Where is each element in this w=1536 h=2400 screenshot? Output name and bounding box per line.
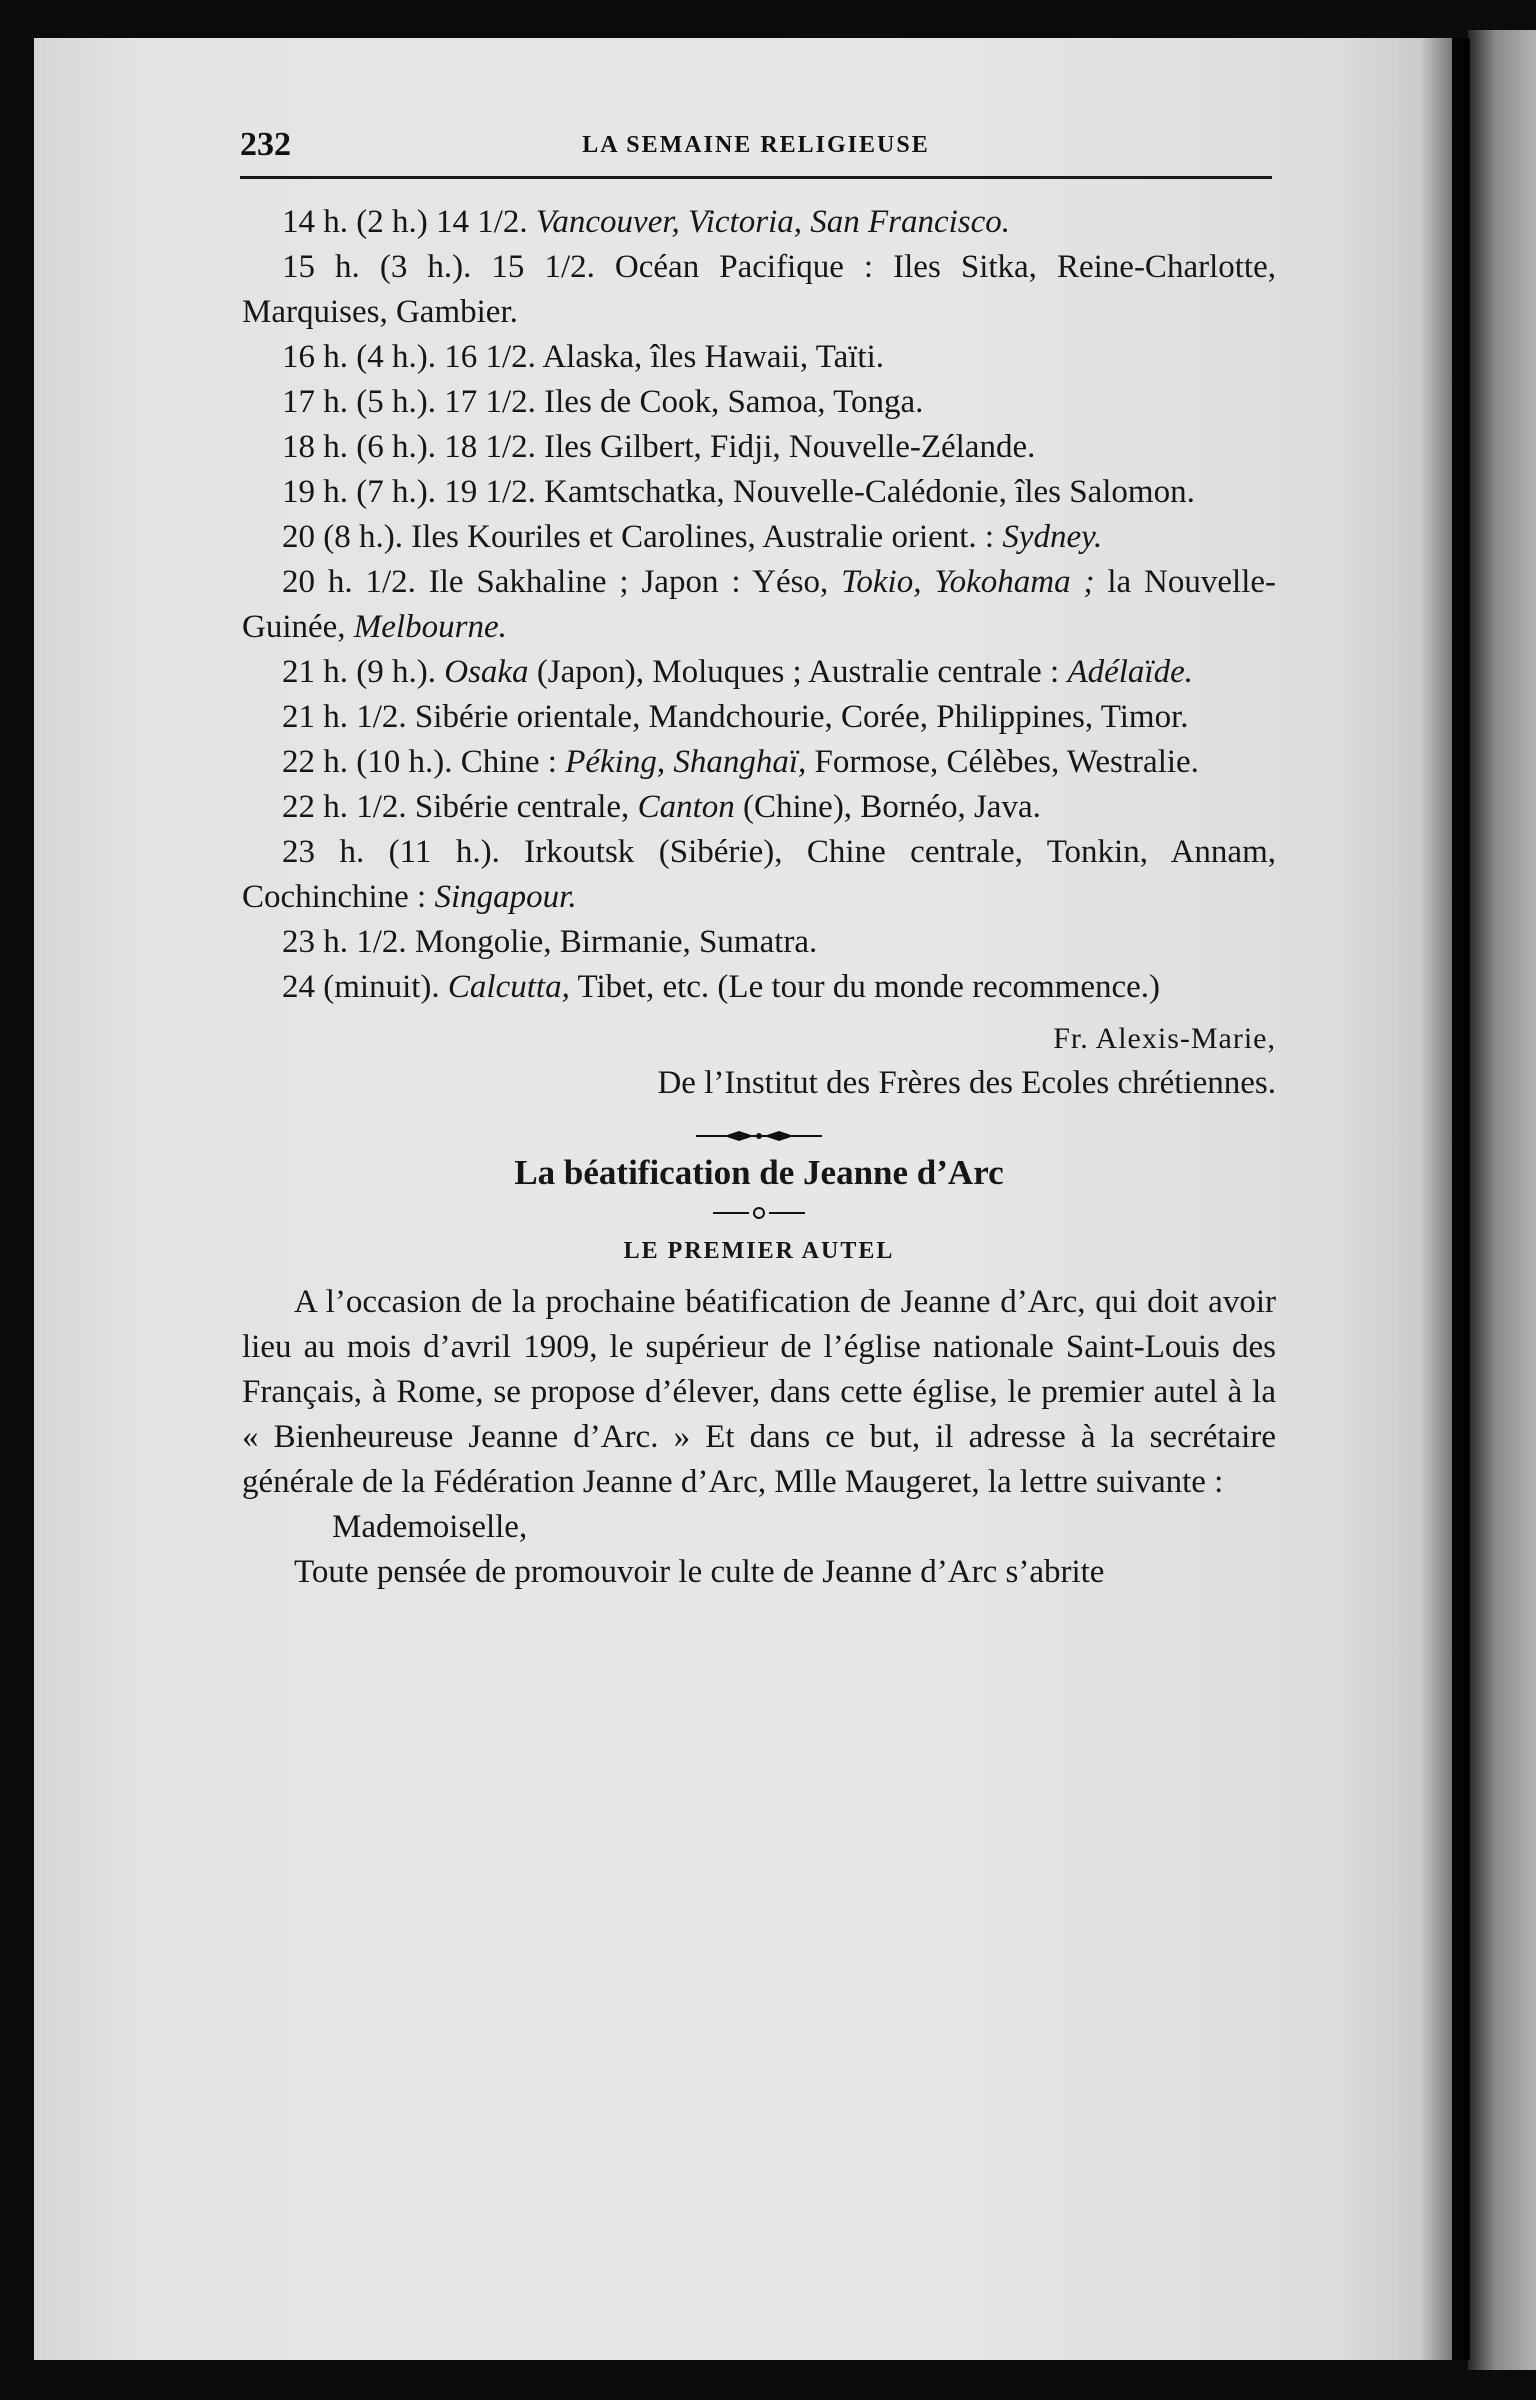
entry-text: 21 h. (9 h.). [282, 654, 445, 690]
time-zone-list [242, 200, 1276, 1010]
entry-text: 17 h. (5 h.). 17 1/2. Iles de Cook, Samoa, Tonga. [282, 384, 924, 420]
entry-text: la Nouvelle-Guinée, [242, 564, 1276, 645]
article-title: La béatification de Jeanne d’Arc [514, 1153, 1004, 1192]
time-zone-entry [242, 515, 1276, 560]
time-zone-entry [242, 335, 1276, 380]
time-zone-entry [242, 965, 1276, 1010]
running-title: LA SEMAINE RELIGIEUSE [582, 132, 930, 158]
entry-place-italic: Melbourne. [353, 609, 507, 645]
author-affiliation: De l’Institut des Frères des Ecoles chrétiennes. [657, 1065, 1276, 1101]
page-gutter-shadow [1420, 38, 1470, 2360]
entry-text: (Japon), Moluques ; Australie centrale : [528, 654, 1068, 690]
entry-text: 20 h. 1/2. Ile Sakhaline ; Japon : Yéso, [282, 564, 842, 600]
entry-text: Tibet, etc. (Le tour du monde recommence.) [569, 969, 1160, 1005]
ornament-divider [694, 1128, 824, 1144]
author-signature: Fr. Alexis-Marie, [1053, 1022, 1276, 1055]
page-body [242, 200, 1276, 1595]
entry-place-italic: Adélaïde. [1067, 654, 1193, 690]
time-zone-entry [242, 425, 1276, 470]
entry-text: 14 h. (2 h.) 14 1/2. [282, 204, 536, 240]
time-zone-entry [242, 560, 1276, 650]
entry-text: 16 h. (4 h.). 16 1/2. Alaska, îles Hawaii, Taïti. [282, 339, 884, 375]
entry-text: 20 (8 h.). Iles Kouriles et Carolines, Australie orient. : [282, 519, 1003, 555]
entry-place-italic: Tokio, Yokohama ; [841, 564, 1095, 600]
entry-place-italic: Singapour. [434, 879, 577, 915]
entry-text: (Chine), Bornéo, Java. [734, 789, 1041, 825]
page-header [240, 126, 1272, 179]
entry-text: 22 h. 1/2. Sibérie centrale, [282, 789, 638, 825]
time-zone-entry [242, 785, 1276, 830]
entry-place-italic: Péking, Shanghaï, [565, 744, 807, 780]
entry-text: 18 h. (6 h.). 18 1/2. Iles Gilbert, Fidji, Nouvelle-Zélande. [282, 429, 1036, 465]
section-heading: LE PREMIER AUTEL [623, 1238, 895, 1264]
entry-text: 23 h. 1/2. Mongolie, Birmanie, Sumatra. [282, 924, 818, 960]
time-zone-entry [242, 740, 1276, 785]
time-zone-entry [242, 380, 1276, 425]
article-paragraph: A l’occasion de la prochaine béatification de Jeanne d’Arc, qui doit avoir lieu au mois d’avril 1909, le supérieur de l’église nationale Saint-Louis des Français, à Rome, se propose d’élever, dans cette église, le premier autel à la « Bienheureuse Jeanne d’Arc. » Et dans ce but, il adresse à la secrétaire générale de la Fédération Jeanne d’Arc, Mlle Maugeret, la lettre suivante : [242, 1284, 1276, 1500]
letter-first-line: Toute pensée de promouvoir le culte de Jeanne d’Arc s’abrite [294, 1554, 1105, 1590]
time-zone-entry [242, 245, 1276, 335]
adjacent-page-edge [1468, 30, 1536, 2370]
entry-text: 15 h. (3 h.). 15 1/2. Océan Pacifique : Iles Sitka, Reine-Charlotte, Marquises, Gambier. [242, 249, 1276, 330]
small-divider [709, 1203, 809, 1223]
entry-text: 22 h. (10 h.). Chine : [282, 744, 566, 780]
time-zone-entry [242, 200, 1276, 245]
entry-text: 19 h. (7 h.). 19 1/2. Kamtschatka, Nouvelle-Calédonie, îles Salomon. [282, 474, 1195, 510]
entry-place-italic: Vancouver, Victoria, San Francisco. [535, 204, 1011, 240]
entry-text: 23 h. (11 h.). Irkoutsk (Sibérie), Chine centrale, Tonkin, Annam, Cochinchine : [242, 834, 1276, 915]
entry-place-italic: Sydney. [1002, 519, 1103, 555]
letter-salutation: Mademoiselle, [332, 1509, 528, 1545]
time-zone-entry [242, 830, 1276, 920]
time-zone-entry [242, 650, 1276, 695]
entry-text: 24 (minuit). [282, 969, 448, 1005]
page-number: 232 [240, 126, 291, 163]
entry-text: Formose, Célèbes, Westralie. [806, 744, 1199, 780]
time-zone-entry [242, 470, 1276, 515]
time-zone-entry [242, 695, 1276, 740]
entry-place-italic: Osaka [444, 654, 529, 690]
entry-text: 21 h. 1/2. Sibérie orientale, Mandchourie, Corée, Philippines, Timor. [282, 699, 1189, 735]
entry-place-italic: Calcutta, [447, 969, 570, 1005]
entry-place-italic: Canton [637, 789, 735, 825]
time-zone-entry [242, 920, 1276, 965]
